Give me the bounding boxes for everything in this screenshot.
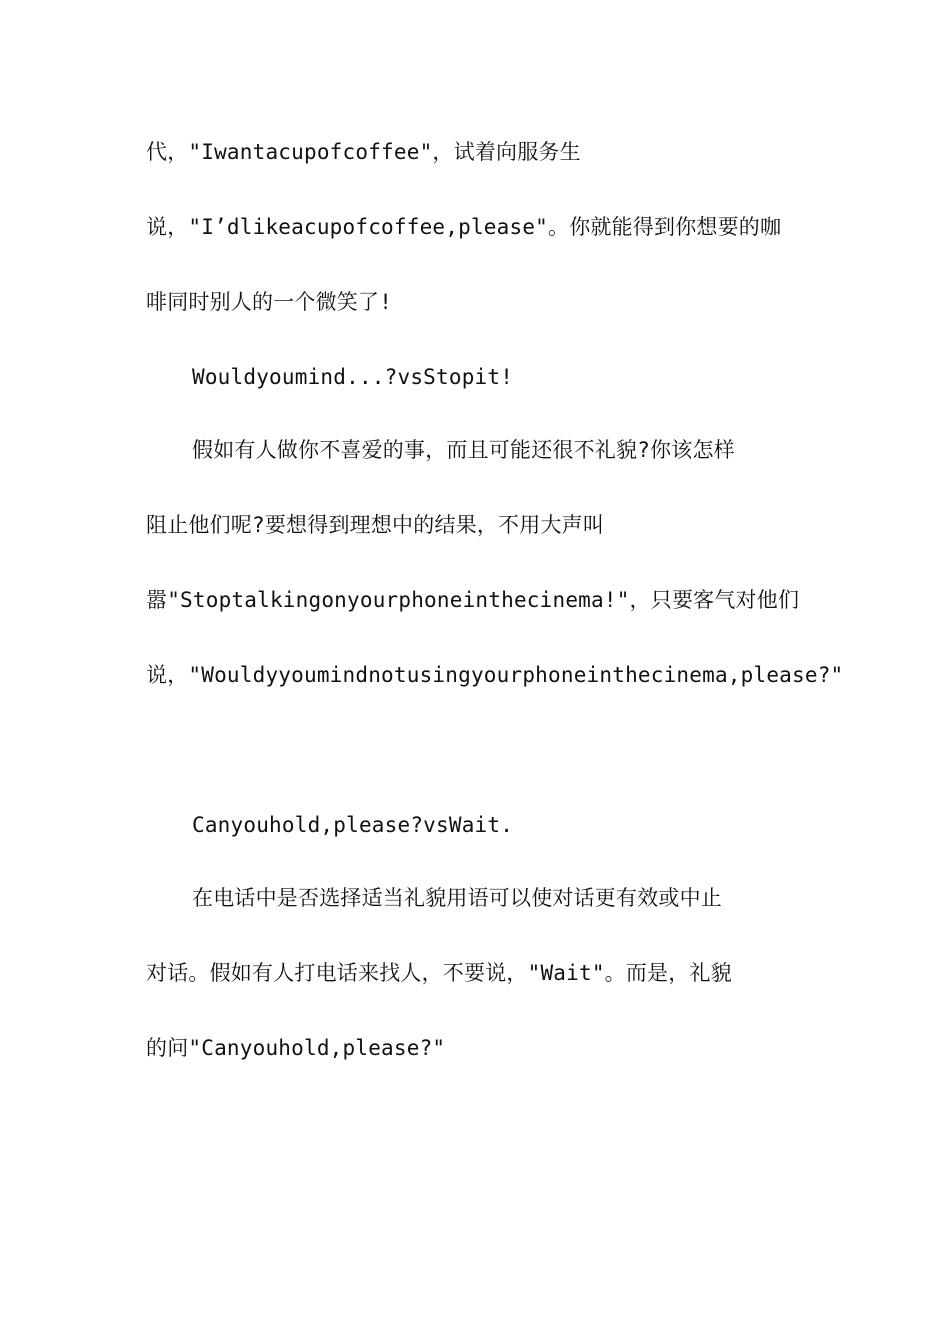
text-line-3: 啡同时别人的一个微笑了! <box>146 290 393 314</box>
text-line-8: 说，"Wouldyyoumindnotusingyourphoneinthecinema,please?" <box>146 663 844 687</box>
text-line-1: 代，"Iwantacupofcoffee"，试着向服务生 <box>146 140 581 164</box>
text-line-6: 阻止他们呢?要想得到理想中的结果，不用大声叫 <box>146 513 605 537</box>
section-heading-would-you-mind: Wouldyoumind...?vsStopit! <box>192 365 514 389</box>
text-line-12: 的问"Canyouhold,please?" <box>146 1036 446 1060</box>
text-line-7: 嚣"Stoptalkingonyourphoneinthecinema!"，只要客气对他们 <box>146 588 800 612</box>
text-line-10: 在电话中是否选择适当礼貌用语可以使对话更有效或中止 <box>192 886 722 910</box>
section-heading-can-you-hold: Canyouhold,please?vsWait. <box>192 813 514 837</box>
text-line-2: 说，"I’dlikeacupofcoffee,please"。你就能得到你想要的咖 <box>146 215 782 239</box>
text-line-5: 假如有人做你不喜爱的事，而且可能还很不礼貌?你该怎样 <box>192 438 735 462</box>
text-line-11: 对话。假如有人打电话来找人，不要说，"Wait"。而是，礼貌 <box>146 961 732 985</box>
